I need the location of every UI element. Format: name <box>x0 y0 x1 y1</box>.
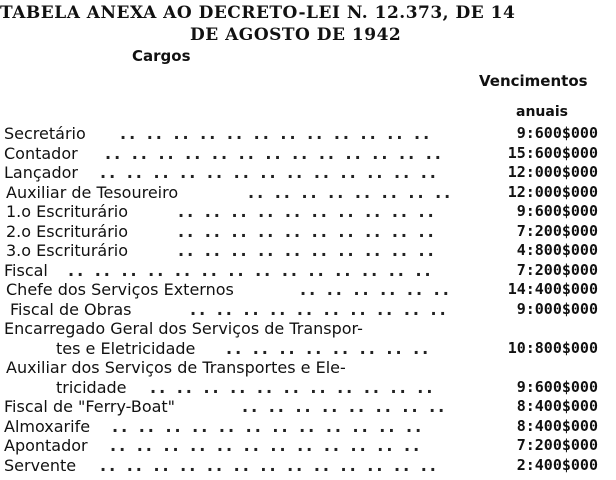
row-value: 7:200$000 <box>516 436 598 454</box>
title-line-2: DE AGOSTO DE 1942 <box>190 25 402 45</box>
table-row <box>0 163 616 183</box>
row-name: Apontador <box>4 436 88 455</box>
row-value: 10:800$000 <box>507 338 598 357</box>
row-name: Fiscal de "Ferry-Boat" <box>4 397 176 416</box>
row-name: tricidade <box>56 377 127 397</box>
row-name: Encarregado Geral dos Serviços de Transpor- <box>4 319 363 338</box>
table-row <box>0 397 616 417</box>
row-dots: .. .. .. .. .. .. .. .. .. .. .. .. .. <box>100 455 439 475</box>
row-dots: .. .. .. .. .. .. .. .. .. .. .. <box>150 377 436 397</box>
table-row <box>0 261 616 281</box>
row-value: 12:000$000 <box>507 163 598 181</box>
table-row <box>0 319 616 339</box>
table-row <box>0 378 616 398</box>
row-name: Chefe dos Serviços Externos <box>6 280 234 299</box>
row-dots: .. .. .. .. .. .. .. .. .. .. .. .. <box>120 124 433 143</box>
table-row <box>0 300 616 320</box>
row-name: tes e Eletricidade <box>56 338 196 358</box>
table-row <box>0 144 616 164</box>
table-row <box>0 339 616 359</box>
row-dots: .. .. .. .. .. .. .. .. <box>242 397 448 416</box>
row-dots: .. .. .. .. .. .. .. .. .. .. <box>178 221 437 241</box>
row-value: 14:400$000 <box>507 280 598 298</box>
row-dots: .. .. .. .. .. .. <box>300 280 452 299</box>
row-name: Contador <box>4 143 78 163</box>
table-row <box>0 417 616 437</box>
row-name: Lançador <box>4 163 78 182</box>
row-value: 9:600$000 <box>516 124 598 142</box>
row-name: Almoxarife <box>4 416 91 436</box>
row-name: Fiscal de Obras <box>10 299 132 319</box>
title-line-1: TABELA ANEXA AO DECRETO-LEI N. 12.373, DE 14 <box>0 3 516 23</box>
row-value: 2:400$000 <box>516 455 598 474</box>
column-header-vencimentos: Vencimentos <box>479 72 588 90</box>
row-value: 8:400$000 <box>516 416 598 435</box>
table-row <box>0 456 616 476</box>
row-dots: .. .. .. .. .. .. .. .. .. .. .. .. <box>112 416 425 436</box>
table-row <box>0 124 616 144</box>
table-row <box>0 183 616 203</box>
row-value: 7:200$000 <box>516 221 598 240</box>
row-value: 8:400$000 <box>516 397 598 415</box>
column-header-anuais: anuais <box>516 104 568 120</box>
row-dots: .. .. .. .. .. .. .. .. .. .. .. .. .. <box>105 143 444 163</box>
row-value: 9:000$000 <box>516 299 598 318</box>
table-row <box>0 202 616 222</box>
table-row <box>0 280 616 300</box>
row-dots: .. .. .. .. .. .. .. .. <box>248 182 454 202</box>
row-dots: .. .. .. .. .. .. .. .. .. .. <box>178 202 437 221</box>
row-name: Auxiliar de Tesoureiro <box>6 182 179 202</box>
row-value: 15:600$000 <box>507 143 598 162</box>
row-name: Auxiliar dos Serviços de Transportes e Ele- <box>6 358 346 377</box>
row-name: 1.o Escriturário <box>6 202 129 221</box>
table-row <box>0 222 616 242</box>
row-name: 2.o Escriturário <box>6 221 129 241</box>
salary-table <box>0 124 616 475</box>
row-value: 4:800$000 <box>516 241 598 259</box>
row-name: Servente <box>4 455 77 475</box>
row-name: Secretário <box>4 124 86 143</box>
row-dots: .. .. .. .. .. .. .. .. .. .. <box>178 241 437 260</box>
row-name: Fiscal <box>4 260 48 280</box>
row-value: 9:600$000 <box>516 202 598 220</box>
row-value: 12:000$000 <box>507 182 598 201</box>
row-dots: .. .. .. .. .. .. .. .. .. .. .. .. <box>110 436 423 455</box>
row-dots: .. .. .. .. .. .. .. .. .. .. .. .. .. <box>100 163 439 182</box>
row-dots: .. .. .. .. .. .. .. .. .. .. <box>190 299 449 319</box>
row-dots: .. .. .. .. .. .. .. .. .. .. .. .. .. .. <box>68 260 434 280</box>
table-row <box>0 241 616 261</box>
row-value: 9:600$000 <box>516 377 598 396</box>
column-header-cargos: Cargos <box>132 47 191 65</box>
table-row <box>0 436 616 456</box>
row-dots: .. .. .. .. .. .. .. .. <box>226 338 432 358</box>
row-name: 3.o Escriturário <box>6 241 129 260</box>
row-value: 7:200$000 <box>516 260 598 279</box>
table-row <box>0 358 616 378</box>
